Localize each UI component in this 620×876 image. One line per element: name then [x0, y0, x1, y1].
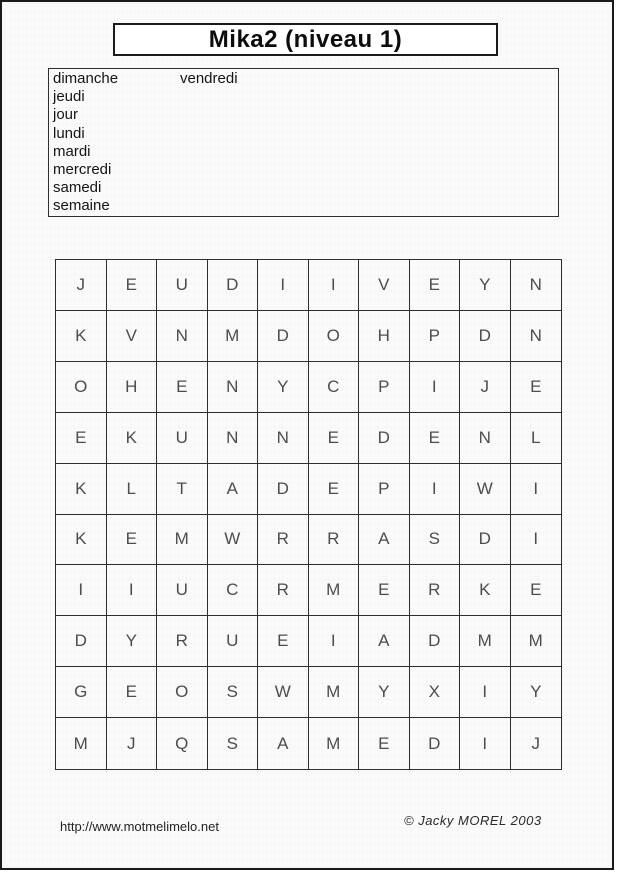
- grid-cell: E: [309, 464, 360, 515]
- grid-cell: Y: [460, 260, 511, 311]
- grid-cell: U: [157, 413, 208, 464]
- grid-cell: K: [460, 565, 511, 616]
- grid-cell: D: [460, 311, 511, 362]
- grid-cell: N: [460, 413, 511, 464]
- grid-cell: N: [208, 362, 259, 413]
- grid-cell: E: [56, 413, 107, 464]
- grid-cell: W: [208, 515, 259, 566]
- grid-cell: A: [359, 515, 410, 566]
- grid-cell: M: [309, 718, 360, 769]
- grid-cell: N: [208, 413, 259, 464]
- grid-cell: I: [107, 565, 158, 616]
- word-list-item: mercredi: [53, 161, 112, 179]
- grid-cell: E: [410, 413, 461, 464]
- grid-cell: I: [410, 362, 461, 413]
- grid-cell: O: [56, 362, 107, 413]
- grid-cell: M: [511, 616, 562, 667]
- grid-cell: T: [157, 464, 208, 515]
- word-list-item: samedi: [53, 179, 102, 197]
- grid-cell: A: [359, 616, 410, 667]
- word-list-item: mardi: [53, 142, 91, 160]
- grid-cell: O: [157, 667, 208, 718]
- grid-cell: D: [56, 616, 107, 667]
- grid-cell: I: [309, 260, 360, 311]
- word-list-item: dimanche: [53, 70, 119, 87]
- copyright-text: © Jacky MOREL 2003: [404, 813, 542, 828]
- grid-cell: W: [460, 464, 511, 515]
- grid-cell: R: [410, 565, 461, 616]
- grid-cell: E: [107, 515, 158, 566]
- grid-cell: N: [157, 311, 208, 362]
- grid-cell: I: [309, 616, 360, 667]
- grid-cell: I: [511, 464, 562, 515]
- grid-cell: K: [107, 413, 158, 464]
- grid-cell: J: [56, 260, 107, 311]
- grid-cell: L: [107, 464, 158, 515]
- word-list-item: lundi: [53, 124, 85, 142]
- grid-cell: E: [511, 362, 562, 413]
- word-list-item: jeudi: [53, 88, 85, 106]
- grid-cell: V: [107, 311, 158, 362]
- grid-cell: N: [258, 413, 309, 464]
- grid-cell: D: [258, 311, 309, 362]
- grid-cell: D: [258, 464, 309, 515]
- grid-cell: D: [410, 718, 461, 769]
- grid-cell: M: [157, 515, 208, 566]
- grid-cell: P: [359, 464, 410, 515]
- grid-cell: Y: [107, 616, 158, 667]
- grid-cell: J: [460, 362, 511, 413]
- grid-cell: R: [258, 565, 309, 616]
- word-list-item: jour: [53, 106, 79, 124]
- grid-cell: R: [157, 616, 208, 667]
- grid-cell: M: [460, 616, 511, 667]
- grid-cell: I: [460, 718, 511, 769]
- word-list-item: vendredi: [180, 70, 238, 87]
- word-list-column-2: [180, 70, 238, 88]
- grid-cell: R: [258, 515, 309, 566]
- grid-cell: A: [258, 718, 309, 769]
- grid-cell: I: [56, 565, 107, 616]
- grid-cell: D: [460, 515, 511, 566]
- grid-cell: D: [208, 260, 259, 311]
- word-list-item: semaine: [53, 197, 110, 215]
- grid-cell: C: [309, 362, 360, 413]
- grid-cell: H: [359, 311, 410, 362]
- grid-cell: C: [208, 565, 259, 616]
- grid-cell: K: [56, 311, 107, 362]
- grid-cell: U: [208, 616, 259, 667]
- grid-cell: W: [258, 667, 309, 718]
- page-title: Mika2 (niveau 1): [208, 25, 403, 53]
- grid-cell: E: [107, 667, 158, 718]
- letter-grid: [55, 259, 562, 770]
- grid-cell: V: [359, 260, 410, 311]
- grid-cell: Y: [258, 362, 309, 413]
- grid-cell: M: [309, 565, 360, 616]
- grid-cell: D: [410, 616, 461, 667]
- grid-cell: E: [359, 718, 410, 769]
- grid-cell: P: [410, 311, 461, 362]
- grid-cell: R: [309, 515, 360, 566]
- grid-cell: E: [511, 565, 562, 616]
- grid-cell: S: [410, 515, 461, 566]
- grid-cell: M: [56, 718, 107, 769]
- title-box: [113, 23, 498, 56]
- grid-cell: E: [258, 616, 309, 667]
- grid-cell: J: [107, 718, 158, 769]
- grid-cell: I: [460, 667, 511, 718]
- grid-cell: E: [107, 260, 158, 311]
- grid-cell: M: [208, 311, 259, 362]
- grid-cell: O: [309, 311, 360, 362]
- grid-cell: U: [157, 565, 208, 616]
- grid-cell: M: [309, 667, 360, 718]
- grid-cell: Y: [359, 667, 410, 718]
- grid-cell: S: [208, 718, 259, 769]
- grid-cell: P: [359, 362, 410, 413]
- grid-cell: N: [511, 260, 562, 311]
- grid-cell: N: [511, 311, 562, 362]
- grid-cell: K: [56, 464, 107, 515]
- word-list-box: [48, 68, 559, 217]
- grid-cell: L: [511, 413, 562, 464]
- grid-cell: Y: [511, 667, 562, 718]
- grid-cell: E: [157, 362, 208, 413]
- word-list-column-1: [53, 70, 118, 216]
- website-url: http://www.motmelimelo.net: [60, 819, 219, 834]
- grid-cell: H: [107, 362, 158, 413]
- grid-cell: K: [56, 515, 107, 566]
- grid-cell: E: [309, 413, 360, 464]
- grid-cell: S: [208, 667, 259, 718]
- grid-cell: G: [56, 667, 107, 718]
- grid-cell: X: [410, 667, 461, 718]
- grid-cell: I: [511, 515, 562, 566]
- grid-cell: Q: [157, 718, 208, 769]
- grid-cell: U: [157, 260, 208, 311]
- grid-cell: E: [410, 260, 461, 311]
- grid-cell: D: [359, 413, 410, 464]
- grid-cell: J: [531, 733, 540, 753]
- grid-cell: I: [410, 464, 461, 515]
- grid-cell: E: [359, 565, 410, 616]
- grid-cell: A: [208, 464, 259, 515]
- grid-cell: I: [258, 260, 309, 311]
